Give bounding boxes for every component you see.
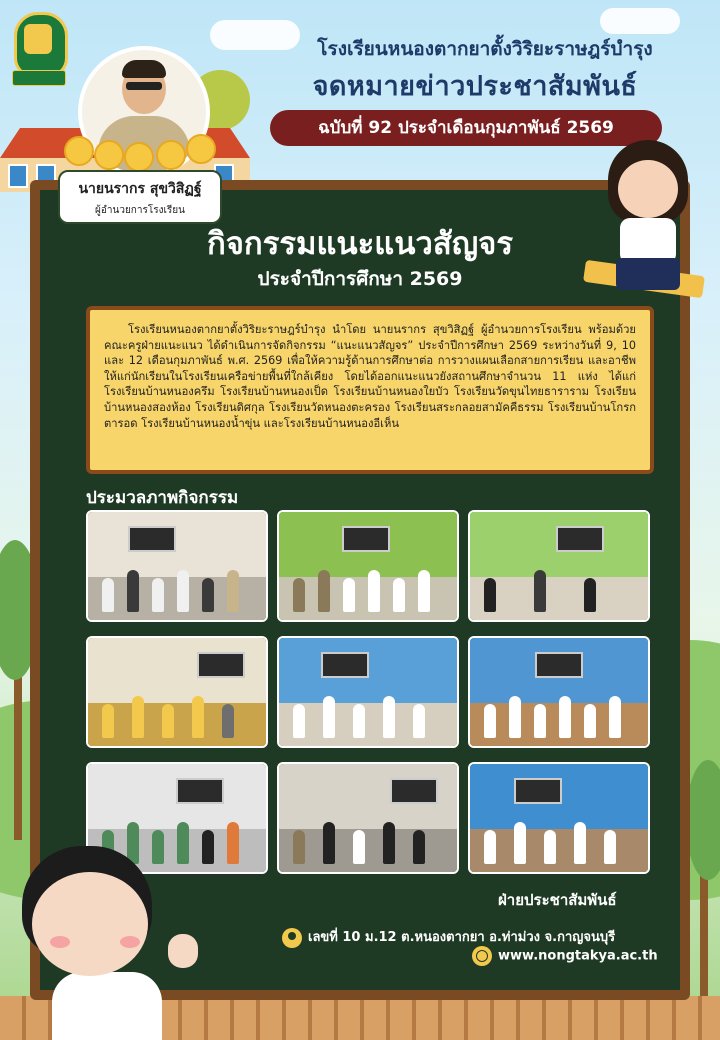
issue-banner: ฉบับที่ 92 ประจำเดือนกุมภาพันธ์ 2569 bbox=[270, 110, 662, 146]
person-figure bbox=[584, 578, 596, 612]
address-row bbox=[282, 926, 615, 948]
person-figure bbox=[132, 696, 144, 738]
person-figure bbox=[293, 578, 305, 612]
activity-photo[interactable] bbox=[468, 762, 650, 874]
person-figure bbox=[418, 570, 430, 612]
person-figure bbox=[318, 570, 330, 612]
person-figure bbox=[559, 696, 571, 738]
person-figure bbox=[609, 696, 621, 738]
activity-photo[interactable] bbox=[468, 510, 650, 622]
person-figure bbox=[343, 578, 355, 612]
tree-right bbox=[686, 760, 720, 1000]
person-figure bbox=[293, 830, 305, 864]
cartoon-boy bbox=[8, 840, 208, 1040]
person-figure bbox=[604, 830, 616, 864]
cartoon-girl bbox=[584, 140, 714, 330]
person-figure bbox=[227, 570, 239, 612]
person-figure bbox=[484, 704, 496, 738]
location-pin-icon bbox=[282, 928, 302, 948]
person-figure bbox=[383, 822, 395, 864]
address-text: เลขที่ 10 ม.12 ต.หนองตากยา อ.ท่าม่วง จ.กาญจนบุรี bbox=[308, 930, 616, 945]
newsletter-title: จดหมายข่าวประชาสัมพันธ์ bbox=[312, 71, 638, 102]
person-figure bbox=[353, 704, 365, 738]
person-figure bbox=[227, 822, 239, 864]
activity-photo[interactable] bbox=[86, 636, 268, 748]
person-figure bbox=[383, 696, 395, 738]
activity-title: กิจกรรมแนะแนวสัญจร bbox=[207, 226, 513, 262]
person-figure bbox=[413, 704, 425, 738]
gallery-title: ประมวลภาพกิจกรรม bbox=[86, 488, 239, 508]
person-figure bbox=[192, 696, 204, 738]
person-figure bbox=[222, 704, 234, 738]
person-figure bbox=[102, 578, 114, 612]
person-figure bbox=[127, 570, 139, 612]
activity-photo[interactable] bbox=[277, 510, 459, 622]
school-name: โรงเรียนหนองตากยาตั้งวิริยะราษฎร์บำรุง bbox=[317, 38, 653, 60]
person-figure bbox=[323, 822, 335, 864]
director-position: ผู้อำนวยการโรงเรียน bbox=[95, 205, 185, 216]
person-figure bbox=[152, 578, 164, 612]
activity-description: โรงเรียนหนองตากยาตั้งวิริยะราษฎร์บำรุง นำโดย นายนรากร สุขวิสิฏฐ์ ผู้อำนวยการโรงเรียน พร้อมด้วยคณะครูฝ่ายแนะแนว ได้ดำเนินการจัดกิจกรรม “แนะแนวสัญจร” ประจำปีการศึกษา 2569 ระหว่างวันที่ 9, 10 และ 12 เดือนกุมภาพันธ์ พ.ศ. 2569 เพื่อให้ความรู้ด้านการศึกษาต่อ การวางแผนเลือกสายการเรียน และอาชีพ ให้แก่นักเรียนในโรงเรียนเครือข่ายพื้นที่ใกล้เคียง โดยได้ออกแนะแนวยังสถานศึกษาจำนวน 11 แห่ง ได้แก่ โรงเรียนบ้านหนองครึม โรงเรียนบ้านหนองเป็ด โรงเรียนบ้านหนองใยบัว โรงเรียนวัดขุนไทยธาราราม โรงเรียนบ้านหนองสองห้อง โรงเรียนดิศกุล โรงเรียนวัดหนองตะครอง โรงเรียนสระกลอยสามัคคีธรรม โรงเรียนบ้านโกรกตารอด โรงเรียนบ้านหนองน้ำขุ่น และโรงเรียนบ้านหนองอีเห็น bbox=[104, 323, 636, 430]
person-figure bbox=[484, 830, 496, 864]
person-figure bbox=[574, 822, 586, 864]
person-figure bbox=[293, 704, 305, 738]
person-figure bbox=[353, 830, 365, 864]
person-figure bbox=[162, 704, 174, 738]
person-figure bbox=[584, 704, 596, 738]
person-figure bbox=[393, 578, 405, 612]
activity-photo[interactable] bbox=[277, 636, 459, 748]
person-figure bbox=[368, 570, 380, 612]
person-figure bbox=[102, 704, 114, 738]
person-figure bbox=[534, 570, 546, 612]
website-row bbox=[472, 946, 658, 966]
activity-photo[interactable] bbox=[468, 636, 650, 748]
person-figure bbox=[413, 830, 425, 864]
person-figure bbox=[509, 696, 521, 738]
globe-icon bbox=[472, 946, 492, 966]
school-emblem-icon bbox=[12, 12, 64, 90]
activity-photo[interactable] bbox=[277, 762, 459, 874]
person-figure bbox=[323, 696, 335, 738]
person-figure bbox=[534, 704, 546, 738]
website-link[interactable]: www.nongtakya.ac.th bbox=[498, 948, 658, 964]
pr-department: ฝ่ายประชาสัมพันธ์ bbox=[498, 891, 617, 909]
cloud bbox=[600, 8, 680, 34]
person-figure bbox=[544, 830, 556, 864]
director-name: นายนรากร สุขวิสิฏฐ์ bbox=[78, 181, 202, 197]
person-figure bbox=[202, 578, 214, 612]
flower-decoration bbox=[64, 132, 214, 168]
person-figure bbox=[514, 822, 526, 864]
activity-subtitle: ประจำปีการศึกษา 2569 bbox=[257, 268, 463, 290]
activity-photo[interactable] bbox=[86, 510, 268, 622]
person-figure bbox=[484, 578, 496, 612]
director-nameplate bbox=[58, 170, 222, 224]
activity-description-box bbox=[86, 306, 654, 474]
person-figure bbox=[177, 570, 189, 612]
